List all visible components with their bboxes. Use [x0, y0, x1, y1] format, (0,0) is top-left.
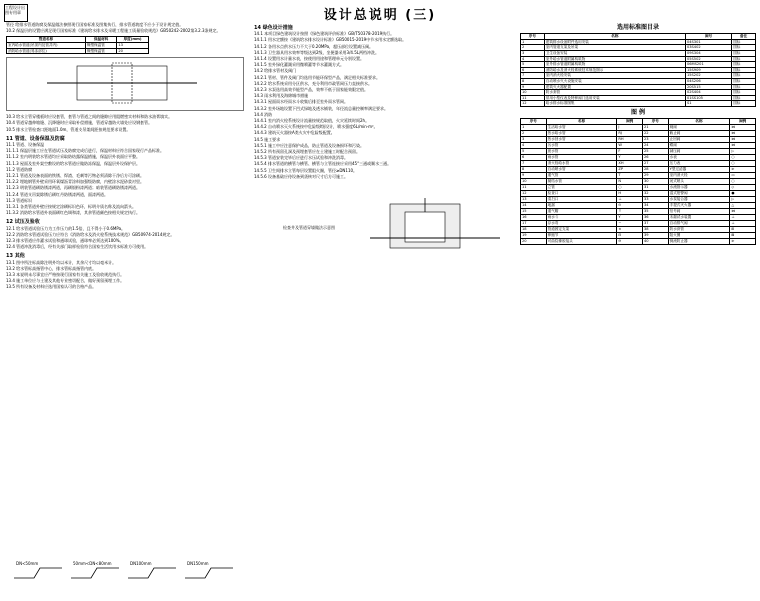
- paragraph-line: 14.3.1 屋面雨水经雨水斗收集后排至室外雨水管网。: [254, 99, 348, 105]
- paragraph-line: 14.1.4 设置用水计量水表，按使用用途和管理单元分别设置。: [254, 56, 364, 62]
- table-cell: 污水管: [546, 142, 617, 148]
- paragraph-line: 14.3.2 室外场地设置下凹式绿地及透水铺装，年径流总量控制率满足要求。: [254, 105, 388, 111]
- paragraph-line: 13.2 给水管标高指管中心，排水管标高指管内底。: [6, 265, 97, 271]
- table-cell: ⋈: [730, 142, 756, 148]
- table-cell: 09S304: [685, 50, 731, 56]
- table-cell: 33: [643, 196, 669, 202]
- table-cell: ∽: [617, 220, 643, 226]
- paragraph-line: 14.4.1 室内消火栓系统设计流量按规范取值，火灾延续时间2h。: [254, 118, 370, 124]
- table-cell: W: [617, 142, 643, 148]
- table-cell: 防水套管: [668, 226, 730, 232]
- table-cell: 3: [521, 136, 547, 142]
- legend-title: 图 例: [630, 108, 646, 116]
- table-cell: 闸阀: [668, 124, 730, 130]
- figure-caption: 检查井及管道穿墙做法示意图: [283, 224, 335, 230]
- table-cell: 国标: [732, 62, 756, 68]
- table-cell: 自动排气阀: [668, 220, 730, 226]
- paragraph-line: 14.2.3 水泵选用高效节能型产品，效率不低于国家能效限定值。: [254, 87, 368, 93]
- table-cell: 地漏: [546, 202, 617, 208]
- table-cell: 21: [643, 124, 669, 130]
- paragraph-line: 11.3 管道标识: [6, 197, 33, 203]
- table-cell: 29: [643, 172, 669, 178]
- table-cell: 阻火圈: [668, 232, 730, 238]
- table-cell: 8: [521, 78, 545, 84]
- paragraph-line: 11.1 管道、设备保温: [6, 142, 45, 147]
- table-cell: 减压阀: [668, 148, 730, 154]
- table-cell: 01SS105: [685, 95, 731, 101]
- table-cell: ⊞: [730, 226, 756, 232]
- paragraph-line: 14.4 消防: [254, 111, 273, 117]
- table-cell: ⊖: [617, 238, 643, 244]
- right-column: [520, 22, 756, 600]
- table-cell: 5: [521, 148, 547, 154]
- middle-column: [254, 22, 512, 600]
- standard-drawings-table: [520, 33, 756, 107]
- pipe-line: [185, 568, 233, 578]
- paragraph-line: 13.1 图中所注标高除注明外均以米计，其余尺寸均以毫米计。: [6, 259, 117, 265]
- table-cell: 19: [521, 232, 547, 238]
- table-cell: 28: [643, 166, 669, 172]
- table-cell: 06MS201: [685, 62, 731, 68]
- table-cell: ◇: [730, 184, 756, 190]
- table-cell: 8: [521, 166, 547, 172]
- paragraph-line: 11.2.1 管道及设备表面的铁锈、焊渣、毛刺等污物必须清除干净后方可涂刷。: [6, 173, 144, 179]
- paragraph-line: 12.4 管道冲洗消毒后，经有关部门取样检验符合国家生活饮用水标准方可使用。: [6, 244, 149, 250]
- paragraph-line: 11.2.3 明装管道刷防锈漆两道，再刷银粉漆两道；暗装管道刷防锈漆两道。: [6, 185, 140, 191]
- table-cell: ○: [730, 160, 756, 166]
- page-title: 设计总说明 (三): [323, 8, 437, 23]
- table-cell: 12: [521, 101, 545, 107]
- table-cell: 23: [643, 136, 669, 142]
- table-cell: 39: [643, 232, 669, 238]
- column-header: 备注: [732, 34, 756, 40]
- table-cell: ●: [730, 190, 756, 196]
- table-cell: 水泵接合器: [668, 196, 730, 202]
- section-14-heading: 14 绿色设计措施: [254, 25, 293, 31]
- table-cell: 雨水管: [546, 154, 617, 160]
- table-cell: 消防给水及消火栓系统技术规范图示: [544, 67, 685, 73]
- table-cell: ⊳: [730, 238, 756, 244]
- table-cell: ↑: [617, 208, 643, 214]
- table-cell: 6: [521, 67, 545, 73]
- table-cell: 11: [521, 95, 545, 101]
- legend-row: [521, 238, 756, 244]
- table-cell: ⊠: [730, 232, 756, 238]
- pipe-line: [14, 568, 62, 578]
- table-cell: 通气管: [546, 172, 617, 178]
- paragraph-line: 14.1 本项目绿色建筑设计按照《绿色建筑评价标准》GB/T50378-2019执行。: [254, 31, 395, 37]
- paragraph-line: 14.5.3 管道安装完毕后应进行水压试验和冲洗消毒。: [254, 155, 348, 161]
- table-cell: 5: [521, 62, 545, 68]
- table-cell: 12: [521, 190, 547, 196]
- table-cell: 36: [643, 214, 669, 220]
- legend-table: [520, 118, 756, 245]
- table-cell: ZP: [617, 166, 643, 172]
- table-cell: 10: [521, 90, 545, 96]
- table-cell: 国标: [732, 56, 756, 62]
- column-header: 名称: [668, 119, 730, 125]
- table-cell: 18: [521, 226, 547, 232]
- table-cell: 管道固定支架: [546, 226, 617, 232]
- table-cell: 2: [521, 130, 547, 136]
- table-cell: 22: [643, 130, 669, 136]
- table-cell: 国标: [732, 95, 756, 101]
- table-cell: ○: [730, 154, 756, 160]
- paragraph-line: 14.4.3 建筑灭火器按A类火灾中危险级配置。: [254, 130, 335, 136]
- table-cell: 11: [521, 184, 547, 190]
- table-cell: 9: [521, 84, 545, 90]
- table-cell: ⋈: [730, 124, 756, 130]
- table-cell: 雨水斗: [546, 214, 617, 220]
- table-cell: 37: [643, 220, 669, 226]
- table-cell: 15S909: [685, 67, 731, 73]
- paragraph-line: 14.5.5 卫生间排水立管每层设置阻火圈，管径≥DN110。: [254, 167, 358, 173]
- table-cell: 废水管: [546, 148, 617, 154]
- table-cell: 35: [643, 208, 669, 214]
- table-cell: ▷: [730, 148, 756, 154]
- table-cell: 38: [643, 226, 669, 232]
- table-cell: 30: [643, 178, 669, 184]
- column-header: 名称: [546, 119, 617, 125]
- paragraph-line: 14.5.1 施工中应注意保护成品，防止管道及设备损坏和污染。: [254, 142, 364, 148]
- table-cell: 国标: [732, 45, 756, 51]
- table-cell: 建筑排水设备附件选用安装: [544, 39, 685, 45]
- design-stamp: 工程设计出图专用章: [4, 4, 28, 22]
- paragraph-line: 14.3 雨水利用及海绵城市措施: [254, 93, 309, 99]
- table-cell: ▭: [730, 172, 756, 178]
- pipe-size-diagram: [6, 556, 244, 586]
- paragraph-line: 11.2.4 管道支吊架除锈后刷红丹防锈漆两道，面漆两道。: [6, 191, 108, 197]
- table-cell: 4: [521, 56, 545, 62]
- table-cell: 水流指示器: [668, 184, 730, 190]
- table-cell: 热水给水管: [546, 130, 617, 136]
- table-cell: 热水回水管: [546, 136, 617, 142]
- paragraph-line: 14.5.6 设备基础应待设备到货核对尺寸后方可施工。: [254, 173, 348, 179]
- table-cell: 截止阀: [668, 130, 730, 136]
- table-cell: 室外排水管道附属构筑物: [544, 62, 685, 68]
- column-header: 名称: [544, 34, 685, 40]
- insulation-spec-table: [6, 36, 149, 54]
- table-cell: 国标: [732, 39, 756, 45]
- sleeve-detail-drawing: [7, 58, 243, 110]
- table-cell: H: [617, 190, 643, 196]
- left-top-paragraphs: [6, 22, 244, 34]
- table-cell: 手提式灭火器: [668, 202, 730, 208]
- table-cell: 14: [521, 202, 547, 208]
- table-cell: 1: [521, 39, 545, 45]
- paragraph-line: 11.2 管道防腐: [6, 166, 33, 172]
- table-cell: ⊥: [617, 196, 643, 202]
- table-cell: 20S515: [685, 84, 731, 90]
- table-cell: J: [617, 124, 643, 130]
- table-cell: ⊙: [617, 202, 643, 208]
- table-cell: Y型过滤器: [668, 166, 730, 172]
- table-cell: 生活给水管: [546, 124, 617, 130]
- table-cell: ⊟: [617, 232, 643, 238]
- table-cell: 水表: [668, 154, 730, 160]
- table-cell: 13: [117, 43, 148, 49]
- paragraph-line: 11.1.3 屋面及室外架空敷设的给水管道应做防冻保温，保温层外设保护层。: [6, 160, 140, 166]
- table-cell: 03S402: [685, 45, 731, 51]
- left-paragraphs-c: [6, 226, 244, 251]
- pipe-line: [71, 568, 119, 578]
- table-cell: 压力表: [668, 160, 730, 166]
- paragraph-line: 14.5 施工要求: [254, 136, 281, 142]
- table-cell: 20: [117, 48, 148, 54]
- paragraph-line: 11.2.2 埋地钢管外壁采用环氧煤沥青涂料加强级防腐，内壁涂水泥砂浆衬里。: [6, 179, 144, 185]
- table-cell: 倒流防止器: [668, 238, 730, 244]
- pipe-label: 50mm<DN<80mm: [73, 561, 112, 566]
- table-cell: ⊳: [730, 166, 756, 172]
- paragraph-line: 11.1.1 保温层施工应在管道试压及防腐完成后进行，保温材料应符合国家现行产品标准。: [6, 148, 164, 154]
- pipe-label: DN150mm: [187, 561, 209, 566]
- table-cell: 04S301: [685, 39, 731, 45]
- table-cell: 3: [521, 50, 545, 56]
- table-cell: 4: [521, 142, 547, 148]
- table-cell: 27: [643, 160, 669, 166]
- table-cell: RJ: [617, 130, 643, 136]
- table-cell: 国标: [732, 84, 756, 90]
- table-cell: N: [617, 178, 643, 184]
- paragraph-line: 11.3.1 各类管道外壁应按规定涂刷标识色环，标明介质名称及流向箭头。: [6, 204, 136, 210]
- table-cell: 32: [643, 190, 669, 196]
- table-cell: 橡塑保温管: [85, 43, 116, 49]
- paragraph-line: 14.1.1 用水定额按《建筑给水排水设计标准》GB50015-2019中节水用水定额选取。: [254, 37, 407, 43]
- table-cell: 伸缩节: [546, 232, 617, 238]
- table-cell: 消防给水管道(易冻部位): [7, 48, 86, 54]
- table-cell: 自动喷水管: [546, 166, 617, 172]
- table-cell: ⊥: [730, 220, 756, 226]
- table-cell: 7: [521, 73, 545, 79]
- paragraph-line: 14.2.2 给水系统采用分区供水，充分利用市政管网压力直接供水。: [254, 80, 372, 86]
- table-cell: RH: [617, 136, 643, 142]
- table-cell: 04S206: [685, 78, 731, 84]
- middle-spacer: [254, 180, 512, 198]
- table-cell: 自动喷水灭火设施安装: [544, 78, 685, 84]
- table-cell: 2: [521, 45, 545, 51]
- table-cell: 末端试水装置: [668, 214, 730, 220]
- table-cell: 闭式喷头: [668, 178, 730, 184]
- section-13-heading: 13 其他: [6, 253, 25, 260]
- table-cell: 通气帽: [546, 208, 617, 214]
- table-cell: F: [617, 148, 643, 154]
- table-cell: 消火栓给水管: [546, 160, 617, 166]
- table-cell: 1: [521, 124, 547, 130]
- paragraph-line: 12.2 消防给水管道试验压力应符合《消防给水及消火栓系统技术规范》GB50974-2014规定。: [6, 231, 175, 237]
- table-cell: 信号阀: [668, 208, 730, 214]
- table-cell: 02S404: [685, 90, 731, 96]
- table-cell: 7: [521, 160, 547, 166]
- table-cell: 凝结水管: [546, 178, 617, 184]
- column-header: 图号: [685, 34, 731, 40]
- table-cell: 40: [643, 238, 669, 244]
- paragraph-line: 管径 给排水管道防腐及保温做法参照现行国家标准及图集执行，排水管道坡度不应小于设计规定值。: [6, 22, 184, 27]
- paragraph-line: 11.1.2 室内明装给水管道均应采取防结露保温措施，保温层外表面应平整。: [6, 154, 140, 160]
- paragraph-line: 10.4 管道穿越伸缩缝、沉降缝时应采取补偿措施，管道穿越防火墙处应设钢套管。: [6, 120, 153, 126]
- table-cell: 9: [521, 172, 547, 178]
- table-cell: 室内管道支架及吊架: [544, 45, 685, 51]
- table-cell: 国标: [732, 50, 756, 56]
- table-cell: 检查口: [546, 190, 617, 196]
- table-cell: 建筑灭火器配置: [544, 84, 685, 90]
- table-row: [521, 101, 756, 107]
- table-cell: 6: [521, 154, 547, 160]
- left-paragraphs-d: [6, 260, 244, 291]
- table-cell: 给水排水标准图集: [544, 101, 685, 107]
- table-cell: ⋈: [730, 208, 756, 214]
- table-cell: 常用小型仪表及特种阀门选用安装: [544, 95, 685, 101]
- table-cell: 15S202: [685, 73, 731, 79]
- table-cell: 13: [521, 196, 547, 202]
- section-12-heading: 12 试压及验收: [6, 219, 40, 226]
- paragraph-line: 10.3 给水立管穿楼板时应设套管，套管与管道之间的缝隙应用阻燃密实材料和防水油膏填实。: [6, 114, 173, 120]
- table-cell: 17: [521, 220, 547, 226]
- table-cell: 室外给水管道附属构筑物: [544, 56, 685, 62]
- paragraph-line: 14.2.1 管材、管件及阀门均选用节能环保型产品，满足相关标准要求。: [254, 74, 380, 80]
- table-cell: 31: [643, 184, 669, 190]
- pipe-label: DN100mm: [130, 561, 152, 566]
- table-cell: ⊥: [730, 214, 756, 220]
- table-cell: 34: [643, 202, 669, 208]
- table-cell: 室内给水管道(吊顶内及管井内): [7, 43, 86, 49]
- pipe-line: [128, 568, 176, 578]
- paragraph-line: 11.3.2 消防给水管道外表面刷红色调和漆，其余管道颜色按相关规定执行。: [6, 210, 140, 216]
- paragraph-line: 10.5 排水立管检查口距地面1.0m，管道支吊架间距按规范要求设置。: [6, 126, 131, 132]
- standard-drawings-title: 选用标准图目录: [616, 24, 659, 31]
- table-cell: 10: [521, 178, 547, 184]
- column-header: 序号: [521, 34, 545, 40]
- paragraph-line: 14.5.2 所有预留孔洞及预埋套管应在土建施工时配合预留。: [254, 149, 360, 155]
- paragraph-line: 14.1.3 卫生器具用水效率等级达到2级，坐便器采用3/4.5L两档冲洗。: [254, 49, 380, 55]
- table-cell: ⋈: [730, 130, 756, 136]
- table-cell: 存水弯: [546, 220, 617, 226]
- column-header: 序号: [643, 119, 669, 125]
- table-cell: 25: [643, 148, 669, 154]
- paragraph-line: 10.2 保温层的设置应满足现行国家标准《建筑给水排水及采暖工程施工质量验收规范》GB50242-2002第3.2.3条规定。: [6, 28, 221, 34]
- column-header: 管道名称: [7, 37, 86, 43]
- paragraph-line: 14.5.4 排水管道的横管与横管、横管与立管连接应采用45°三通或顺水三通。: [254, 161, 392, 167]
- column-header: 图例: [730, 119, 756, 125]
- table-cell: ▷: [730, 196, 756, 202]
- table-cell: 05S502: [685, 56, 731, 62]
- column-header: 图例: [617, 119, 643, 125]
- sleeve-detail-figure: [6, 57, 244, 111]
- table-cell: Y: [617, 214, 643, 220]
- table-cell: 立管: [546, 184, 617, 190]
- table-cell: 蝶阀: [668, 142, 730, 148]
- paragraph-line: 14.1.2 各用水点供水压力不大于0.20MPa，超压部位设置减压阀。: [254, 43, 374, 49]
- middle-figure-row: [254, 198, 512, 258]
- table-cell: 卫生设备安装: [544, 50, 685, 56]
- left-column: [6, 22, 244, 600]
- table-cell: 16: [521, 214, 547, 220]
- paragraph-line: 13.3 本说明未尽事宜应严格按现行国家有关施工及验收规范执行。: [6, 272, 125, 278]
- paragraph-line: 13.4 施工单位应与土建及其他专业密切配合，做好预留预埋工作。: [6, 278, 125, 284]
- table-cell: Y: [617, 154, 643, 160]
- table-cell: 可曲挠橡胶接头: [546, 238, 617, 244]
- table-cell: 国标: [732, 90, 756, 96]
- table-cell: 20: [521, 238, 547, 244]
- table-row: [7, 48, 149, 54]
- paragraph-line: 14.4.2 自动喷水灭火系统按中危险级Ⅰ级设计，喷水强度6L/min·m²。: [254, 124, 378, 130]
- paragraph-line: 12.1 给水管道试验压力为工作压力的1.5倍，且不得小于0.6MPa。: [6, 225, 126, 231]
- table-cell: 清扫口: [546, 196, 617, 202]
- table-cell: T: [617, 172, 643, 178]
- table-cell: 室内消火栓安装: [544, 73, 685, 79]
- paragraph-line: 14.1.5 室外绿化灌溉采用微喷灌等节水灌溉方式。: [254, 62, 344, 68]
- table-cell: ×: [617, 226, 643, 232]
- manhole-section-drawing: [370, 198, 500, 258]
- column-header: 序号: [521, 119, 547, 125]
- paragraph-line: 14.2 给排水管材及阀门: [254, 68, 297, 74]
- column-header: 厚度(mm): [117, 37, 148, 43]
- table-cell: 国标: [732, 73, 756, 79]
- table-cell: XH: [617, 160, 643, 166]
- paragraph-line: 13.5 所有设备及材料应选用国家认可的合格产品。: [6, 284, 97, 290]
- table-cell: ○: [617, 184, 643, 190]
- column-header: 保温材料: [85, 37, 116, 43]
- table-cell: 24: [643, 142, 669, 148]
- left-paragraphs-b: [6, 142, 244, 216]
- middle-paragraphs: [254, 31, 512, 180]
- table-cell: S1: [685, 101, 731, 107]
- table-cell: 国标: [732, 67, 756, 73]
- table-cell: 26: [643, 154, 669, 160]
- pipe-label: DN<50mm: [16, 561, 39, 566]
- table-cell: ⋈: [730, 136, 756, 142]
- table-cell: 橡塑保温管: [85, 48, 116, 54]
- table-cell: 国标: [732, 101, 756, 107]
- table-cell: ○: [730, 178, 756, 184]
- left-paragraphs-a: [6, 114, 244, 133]
- paragraph-line: 12.3 排水管道应作灌水试验和通球试验，通球率必须达到100%。: [6, 238, 124, 244]
- section-11-heading: 11 管道、设备保温及防腐: [6, 135, 65, 142]
- table-cell: 室内消火栓: [668, 172, 730, 178]
- table-cell: △: [730, 202, 756, 208]
- table-cell: 国标: [732, 78, 756, 84]
- table-cell: 15: [521, 208, 547, 214]
- table-cell: 止回阀: [668, 136, 730, 142]
- table-cell: 湿式报警阀: [668, 190, 730, 196]
- table-cell: 防水套管: [544, 90, 685, 96]
